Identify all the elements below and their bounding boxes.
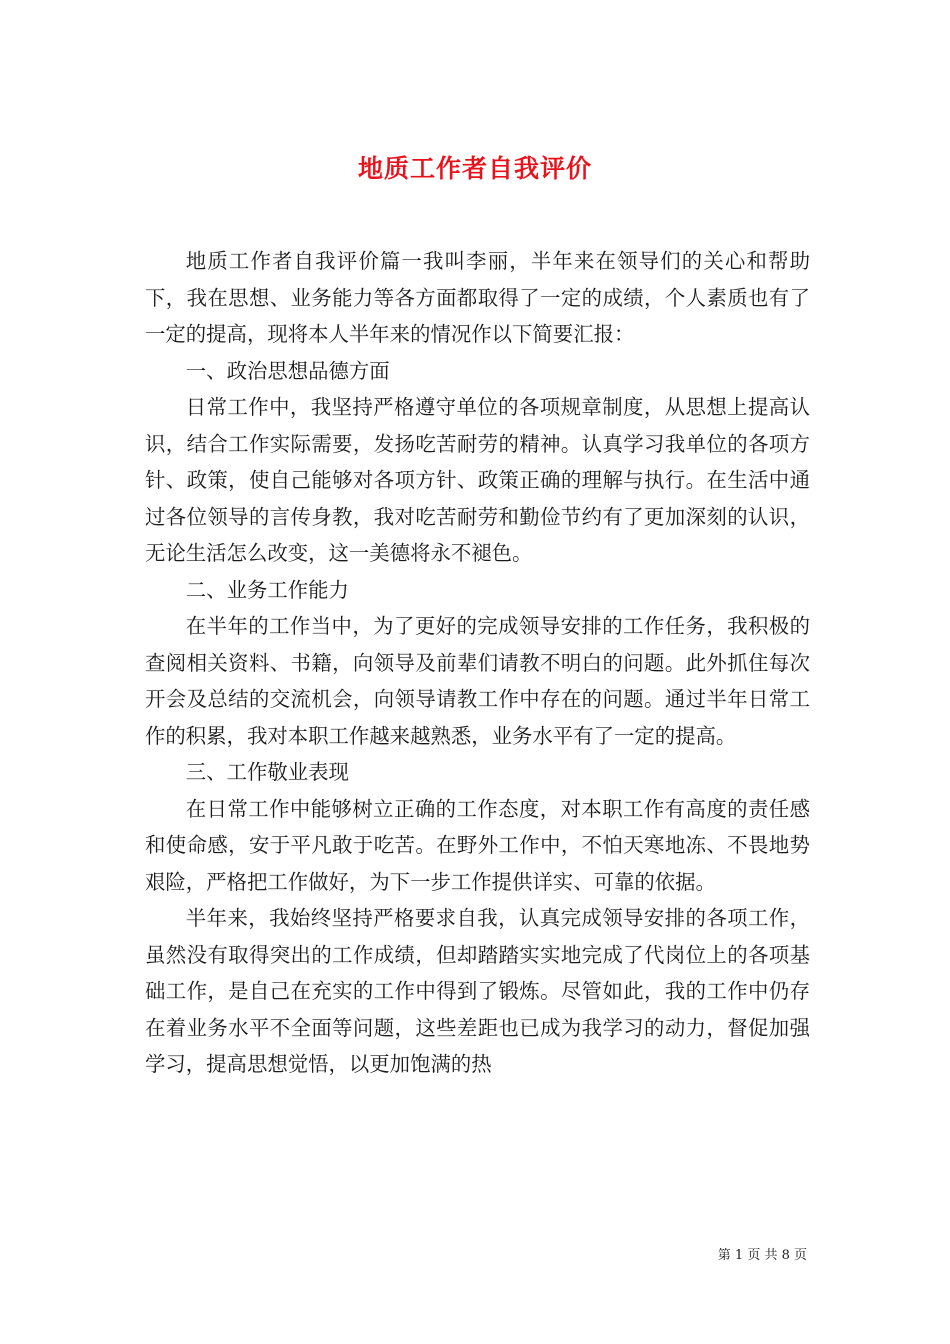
document-body — [145, 243, 810, 1083]
page-title: 地质工作者自我评价 — [357, 153, 592, 183]
page-number-footer: 第 1 页 共 8 页 — [717, 1248, 807, 1263]
section-heading-1: 一、政治思想品德方面 — [185, 358, 390, 383]
paragraph-intro: 地质工作者自我评价篇一我叫李丽，半年来在领导们的关心和帮助下，我在思想、业务能力等各方面都取得了一定的成绩，个人素质也有了一定的提高，现将本人半年来的情况作以下简要汇报： — [145, 249, 810, 346]
section-heading-3: 三、工作敬业表现 — [185, 760, 349, 784]
section-heading-2: 二、业务工作能力 — [185, 577, 349, 602]
paragraph-ability: 在半年的工作当中，为了更好的完成领导安排的工作任务，我积极的查阅相关资料、书籍，向领导及前辈们请教不明白的问题。此外抓住每次开会及总结的交流机会，向领导请教工作中存在的问题。通过半年日常工作的积累，我对本职工作越来越熟悉，业务水平有了一定的提高。 — [145, 614, 810, 748]
paragraph-dedication: 在日常工作中能够树立正确的工作态度，对本职工作有高度的责任感和使命感，安于平凡敢于吃苦。在野外工作中，不怕天寒地冻、不畏地势艰险，严格把工作做好，为下一步工作提供详实、可靠的依据。 — [145, 796, 810, 894]
paragraph-summary: 半年来，我始终坚持严格要求自我，认真完成领导安排的各项工作，虽然没有取得突出的工作成绩，但却踏踏实实地完成了代岗位上的各项基础工作，是自己在充实的工作中得到了锻炼。尽管如此，我的工作中仍存在着业务水平不全面等问题，这些差距也已成为我学习的动力，督促加强学习，提高思想觉悟，以更加饱满的热 — [145, 906, 810, 1076]
paragraph-politics: 日常工作中，我坚持严格遵守单位的各项规章制度，从思想上提高认识，结合工作实际需要，发扬吃苦耐劳的精神。认真学习我单位的各项方针、政策，使自己能够对各项方针、政策正确的理解与执行。在生活中通过各位领导的言传身教，我对吃苦耐劳和勤俭节约有了更加深刻的认识，无论生活怎么改变，这一美德将永不褪色。 — [145, 395, 810, 565]
